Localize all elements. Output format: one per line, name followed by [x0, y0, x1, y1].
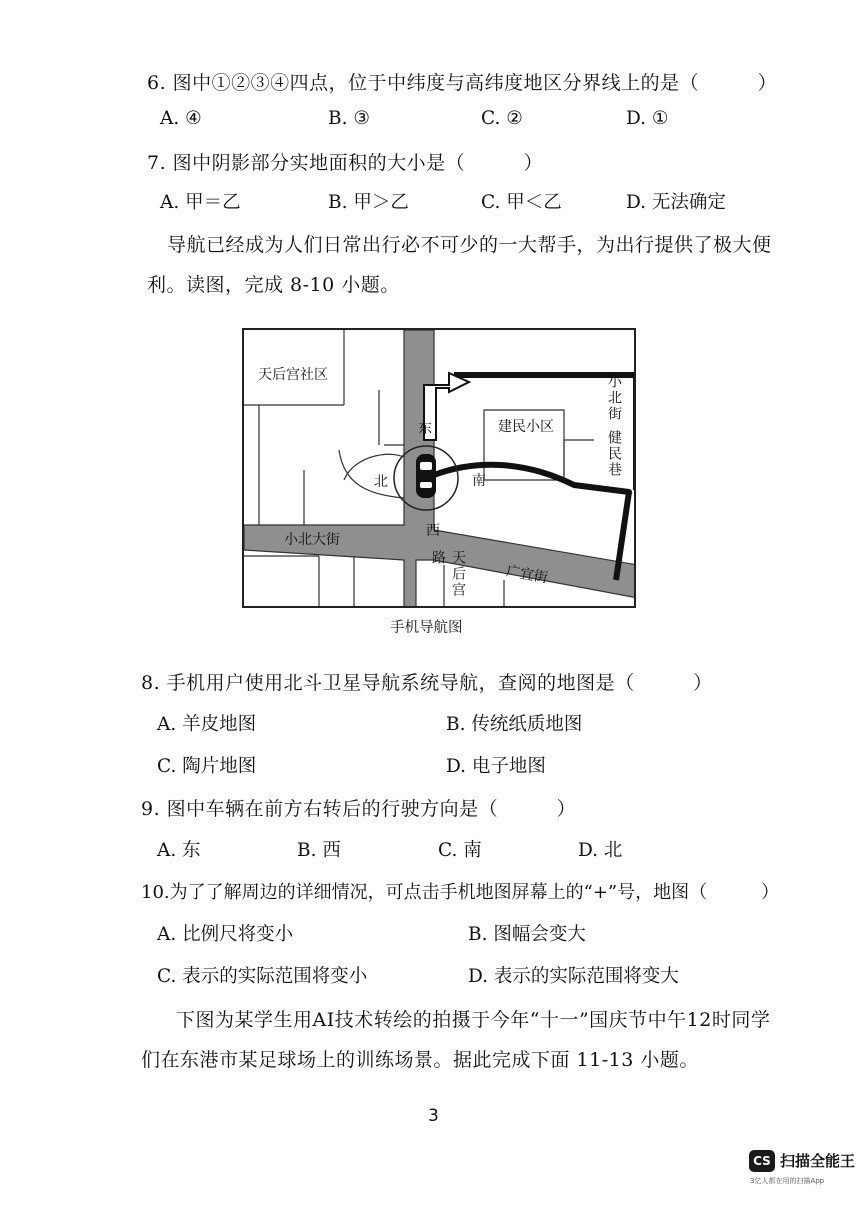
q10-option-d: D. 表示的实际范围将变大	[468, 966, 679, 987]
direction-north: 北	[374, 474, 388, 490]
q6-option-c: C. ②	[481, 108, 523, 129]
q7-option-b: B. 甲＞乙	[328, 192, 409, 213]
q7-option-c: C. 甲＜乙	[481, 192, 562, 213]
scanner-logo-icon: CS	[749, 1150, 775, 1172]
label-xiaobei-avenue: 小北大街	[284, 532, 340, 548]
q8-option-d: D. 电子地图	[446, 756, 546, 777]
q9-option-a: A. 东	[157, 840, 201, 861]
q8-option-b: B. 传统纸质地图	[446, 714, 583, 735]
q9-stem: 9. 图中车辆在前方右转后的行驶方向是（ ）	[141, 798, 577, 820]
q8-option-c: C. 陶片地图	[157, 756, 257, 777]
q7-option-d: D. 无法确定	[626, 192, 726, 213]
navigation-map	[242, 328, 636, 608]
map-caption: 手机导航图	[390, 620, 463, 636]
q10-option-c: C. 表示的实际范围将变小	[157, 966, 368, 987]
q10-option-a: A. 比例尺将变小	[157, 924, 294, 945]
q10-option-b: B. 图幅会变大	[468, 924, 586, 945]
q9-option-b: B. 西	[297, 840, 341, 861]
q6-option-b: B. ③	[328, 108, 370, 129]
q7-option-a: A. 甲＝乙	[160, 192, 241, 213]
q6-stem: 6. 图中①②③④四点，位于中纬度与高纬度地区分界线上的是（ ）	[147, 72, 778, 94]
q10-stem: 10.为了了解周边的详细情况，可点击手机地图屏幕上的“+”号，地图（ ）	[141, 882, 780, 903]
q6-option-a: A. ④	[160, 108, 202, 129]
intro-paragraph-line1: 导航已经成为人们日常出行必不可少的一大帮手，为出行提供了极大便	[167, 234, 772, 256]
label-tianhou-community: 天后宫社区	[258, 367, 328, 383]
q8-option-a: A. 羊皮地图	[157, 714, 257, 735]
intro2-line2: 们在东港市某足球场上的训练场景。据此完成下面 11-13 小题。	[141, 1049, 699, 1071]
direction-west: 西	[426, 523, 440, 539]
q7-stem: 7. 图中阴影部分实地面积的大小是（ ）	[147, 152, 544, 174]
label-xiaobei-street: 小北街	[606, 374, 622, 422]
label-jianmin-lane: 健民巷	[606, 430, 622, 478]
label-jianmin-community: 建民小区	[498, 419, 554, 435]
q9-option-d: D. 北	[578, 840, 623, 861]
scanner-app-name: 扫描全能王	[780, 1152, 856, 1170]
direction-east: 东	[418, 421, 432, 437]
q6-option-d: D. ①	[626, 108, 669, 129]
car-icon	[416, 454, 436, 498]
q8-stem: 8. 手机用户使用北斗卫星导航系统导航，查阅的地图是（ ）	[141, 672, 713, 694]
intro-paragraph-line2: 利。读图，完成 8-10 小题。	[147, 274, 400, 296]
label-tianhou-road: 天后宫路	[430, 550, 466, 598]
q9-option-c: C. 南	[438, 840, 482, 861]
intro2-line1: 下图为某学生用AI技术转绘的拍摄于今年“十一”国庆节中午12时同学	[176, 1009, 771, 1031]
scanner-tagline: 3亿人都在用的扫描App	[750, 1177, 825, 1185]
page-number: 3	[428, 1106, 439, 1126]
direction-south: 南	[472, 473, 486, 489]
label-guangyi-street: 广宜街	[504, 563, 549, 587]
